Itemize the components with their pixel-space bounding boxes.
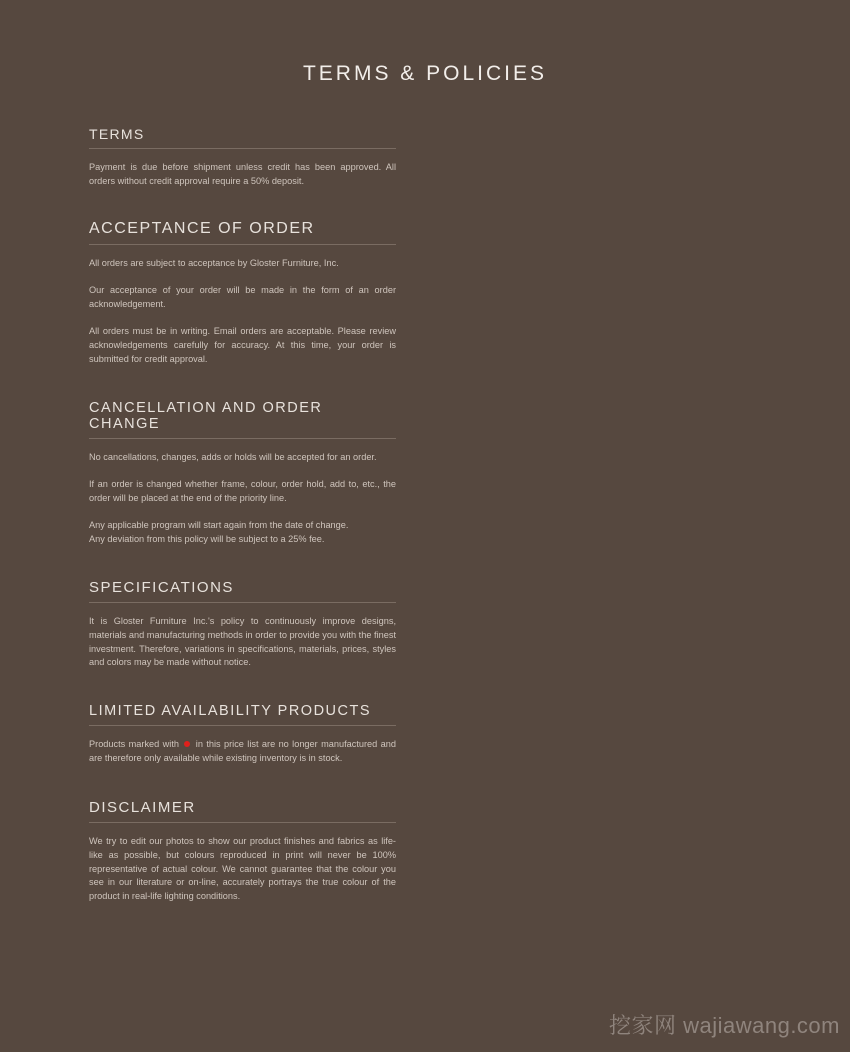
paragraph: Payment is due before shipment unless credit has been approved. All orders without credit approval require a 50% deposit. xyxy=(89,162,396,186)
section-limited-availability xyxy=(89,703,396,766)
section-terms xyxy=(89,126,396,189)
section-heading: DISCLAIMER xyxy=(89,799,396,823)
paragraph-line: Any applicable program will start again from the date of change. xyxy=(89,520,349,531)
page-title: TERMS & POLICIES xyxy=(302,62,548,85)
paragraph xyxy=(89,519,396,547)
paragraph: Our acceptance of your order will be made in the form of an order acknowledgement. xyxy=(89,285,396,310)
section-disclaimer xyxy=(89,799,396,904)
paragraph xyxy=(89,738,396,766)
paragraph-text-after: in this price list are no longer manufactured and are therefore only available while existing inventory is in stock. xyxy=(89,739,396,763)
section-acceptance-of-order xyxy=(89,220,396,367)
paragraph: If an order is changed whether frame, colour, order hold, add to, etc., the order will be placed at the end of the priority line. xyxy=(89,479,396,504)
paragraph: All orders are subject to acceptance by Gloster Furniture, Inc. xyxy=(89,258,339,268)
red-dot-icon xyxy=(184,741,190,747)
paragraph-text-before: Products marked with xyxy=(89,739,179,749)
section-heading: LIMITED AVAILABILITY PRODUCTS xyxy=(89,703,396,726)
section-specifications xyxy=(89,579,396,670)
paragraph-line: Any deviation from this policy will be subject to a 25% fee. xyxy=(89,534,325,545)
paragraph: All orders must be in writing. Email orders are acceptable. Please review acknowledgements carefully for accuracy. At this time, your order is submitted for credit approval. xyxy=(89,326,396,364)
section-heading: CANCELLATION AND ORDER CHANGE xyxy=(89,400,396,439)
section-cancellation xyxy=(89,400,396,547)
paragraph: We try to edit our photos to show our product finishes and fabrics as life-like as possible, but colours reproduced in print will never be 100% representative of actual colour. We cannot guarantee that the colour you see in our literature or on-line, accurately portrays the true colour of the product in real-life lighting conditions. xyxy=(89,836,396,902)
section-heading: TERMS xyxy=(89,126,396,149)
paragraph: It is Gloster Furniture Inc.'s policy to continuously improve designs, materials and manufacturing methods in order to provide you with the finest investment. Therefore, variations in specifications, materials, prices, styles and colors may be made without notice. xyxy=(89,616,396,668)
section-heading: ACCEPTANCE OF ORDER xyxy=(89,220,396,245)
watermark: 挖家网 wajiawang.com xyxy=(608,1013,840,1038)
section-heading: SPECIFICATIONS xyxy=(89,579,396,603)
paragraph: No cancellations, changes, adds or holds will be accepted for an order. xyxy=(89,452,377,462)
